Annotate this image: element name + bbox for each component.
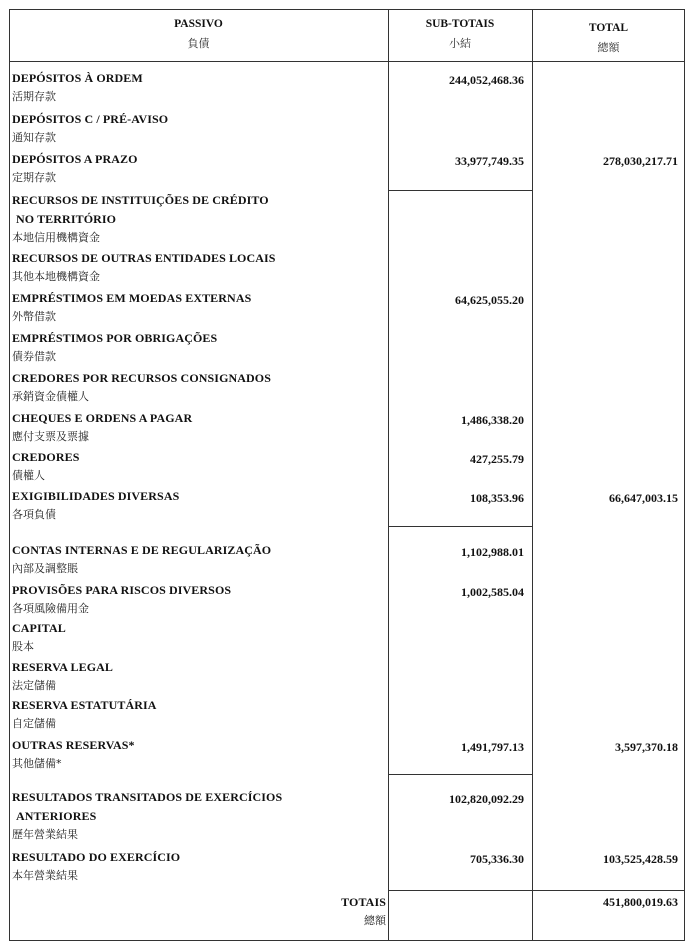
header-passivo: PASSIVO: [174, 18, 223, 30]
row-subtotal: 33,977,749.35: [455, 154, 524, 168]
row-label-cn: 債權人: [12, 469, 45, 482]
row-label: OUTRAS RESERVAS*: [12, 738, 135, 752]
row-label: RESERVA LEGAL: [12, 660, 114, 674]
grand-total: 451,800,019.63: [603, 895, 678, 909]
row-subtotal: 705,336.30: [470, 852, 524, 866]
row-label: DEPÓSITOS C / PRÉ-AVISO: [12, 112, 169, 126]
row-subtotal: 108,353.96: [470, 491, 524, 505]
row-label-cn: 自定儲備: [12, 717, 56, 730]
row-label-cn: 應付支票及票據: [12, 430, 89, 443]
row-total: 3,597,370.18: [615, 740, 678, 754]
row-label: EXIGIBILIDADES DIVERSAS: [12, 489, 180, 503]
row-label: CONTAS INTERNAS E DE REGULARIZAÇÃO: [12, 543, 272, 557]
row-subtotal: 1,486,338.20: [461, 413, 524, 427]
row-label: EMPRÉSTIMOS EM MOEDAS EXTERNAS: [12, 291, 252, 305]
row-subtotal: 1,102,988.01: [461, 545, 524, 559]
row-label-cn: 其他本地機構資金: [12, 270, 100, 283]
row-label: ANTERIORES: [16, 809, 97, 823]
row-label-cn: 債券借款: [12, 350, 56, 363]
subtotal-group-divider: [388, 526, 533, 527]
row-subtotal: 1,491,797.13: [461, 740, 524, 754]
row-label-cn: 其他儲備*: [12, 757, 62, 770]
row-label-cn: 活期存款: [12, 90, 56, 103]
header-divider: [9, 61, 685, 62]
column-divider-1: [388, 9, 389, 941]
row-label-cn: 內部及調整賬: [12, 562, 78, 575]
header-total: TOTAL: [588, 22, 629, 34]
row-label: RECURSOS DE OUTRAS ENTIDADES LOCAIS: [12, 251, 276, 265]
row-label: DEPÓSITOS A PRAZO: [12, 152, 138, 166]
row-subtotal: 1,002,585.04: [461, 585, 524, 599]
row-label-cn: 各項負債: [12, 508, 56, 521]
row-label-cn: 各項風險備用金: [12, 602, 89, 615]
row-label-cn: 通知存款: [12, 131, 56, 144]
row-label: DEPÓSITOS À ORDEM: [12, 71, 143, 85]
row-label: CREDORES POR RECURSOS CONSIGNADOS: [12, 371, 272, 385]
row-label-cn: 歷年營業結果: [12, 828, 78, 841]
row-total: 103,525,428.59: [603, 852, 678, 866]
column-divider-2: [532, 9, 533, 941]
row-label: CREDORES: [12, 450, 80, 464]
row-label: RESULTADOS TRANSITADOS DE EXERCÍCIOS: [12, 790, 283, 804]
row-label: RESERVA ESTATUTÁRIA: [12, 698, 157, 712]
row-label-cn: 本年營業結果: [12, 869, 78, 882]
row-subtotal: 64,625,055.20: [455, 293, 524, 307]
row-subtotal: 102,820,092.29: [449, 792, 524, 806]
row-label: RESULTADO DO EXERCÍCIO: [12, 850, 181, 864]
row-label: PROVISÕES PARA RISCOS DIVERSOS: [12, 583, 232, 597]
row-label: RECURSOS DE INSTITUIÇÕES DE CRÉDITO: [12, 193, 269, 207]
row-subtotal: 244,052,468.36: [449, 73, 524, 87]
row-label: CAPITAL: [12, 621, 66, 635]
row-label-cn: 本地信用機構資金: [12, 231, 100, 244]
row-total: 278,030,217.71: [603, 154, 678, 168]
row-label-cn: 外幣借款: [12, 310, 56, 323]
totals-divider: [388, 890, 685, 891]
row-total: 66,647,003.15: [609, 491, 678, 505]
header-total-cn: 總額: [597, 41, 620, 54]
header-passivo-cn: 負債: [187, 37, 210, 50]
row-label-cn: 定期存款: [12, 171, 56, 184]
row-label-cn: 承銷資金債權人: [12, 390, 89, 403]
row-label: NO TERRITÓRIO: [16, 212, 117, 226]
row-label-cn: 股本: [12, 640, 34, 653]
header-subtotais: SUB-TOTAIS: [425, 18, 495, 30]
row-label: EMPRÉSTIMOS POR OBRIGAÇÕES: [12, 331, 218, 345]
totals-label-cn: 總額: [364, 914, 386, 927]
row-label: CHEQUES E ORDENS A PAGAR: [12, 411, 193, 425]
totals-label: TOTAIS: [341, 895, 386, 909]
row-subtotal: 427,255.79: [470, 452, 524, 466]
subtotal-group-divider: [388, 774, 533, 775]
header-subtotais-cn: 小結: [449, 37, 471, 50]
row-label-cn: 法定儲備: [12, 679, 56, 692]
subtotal-group-divider: [388, 190, 533, 191]
